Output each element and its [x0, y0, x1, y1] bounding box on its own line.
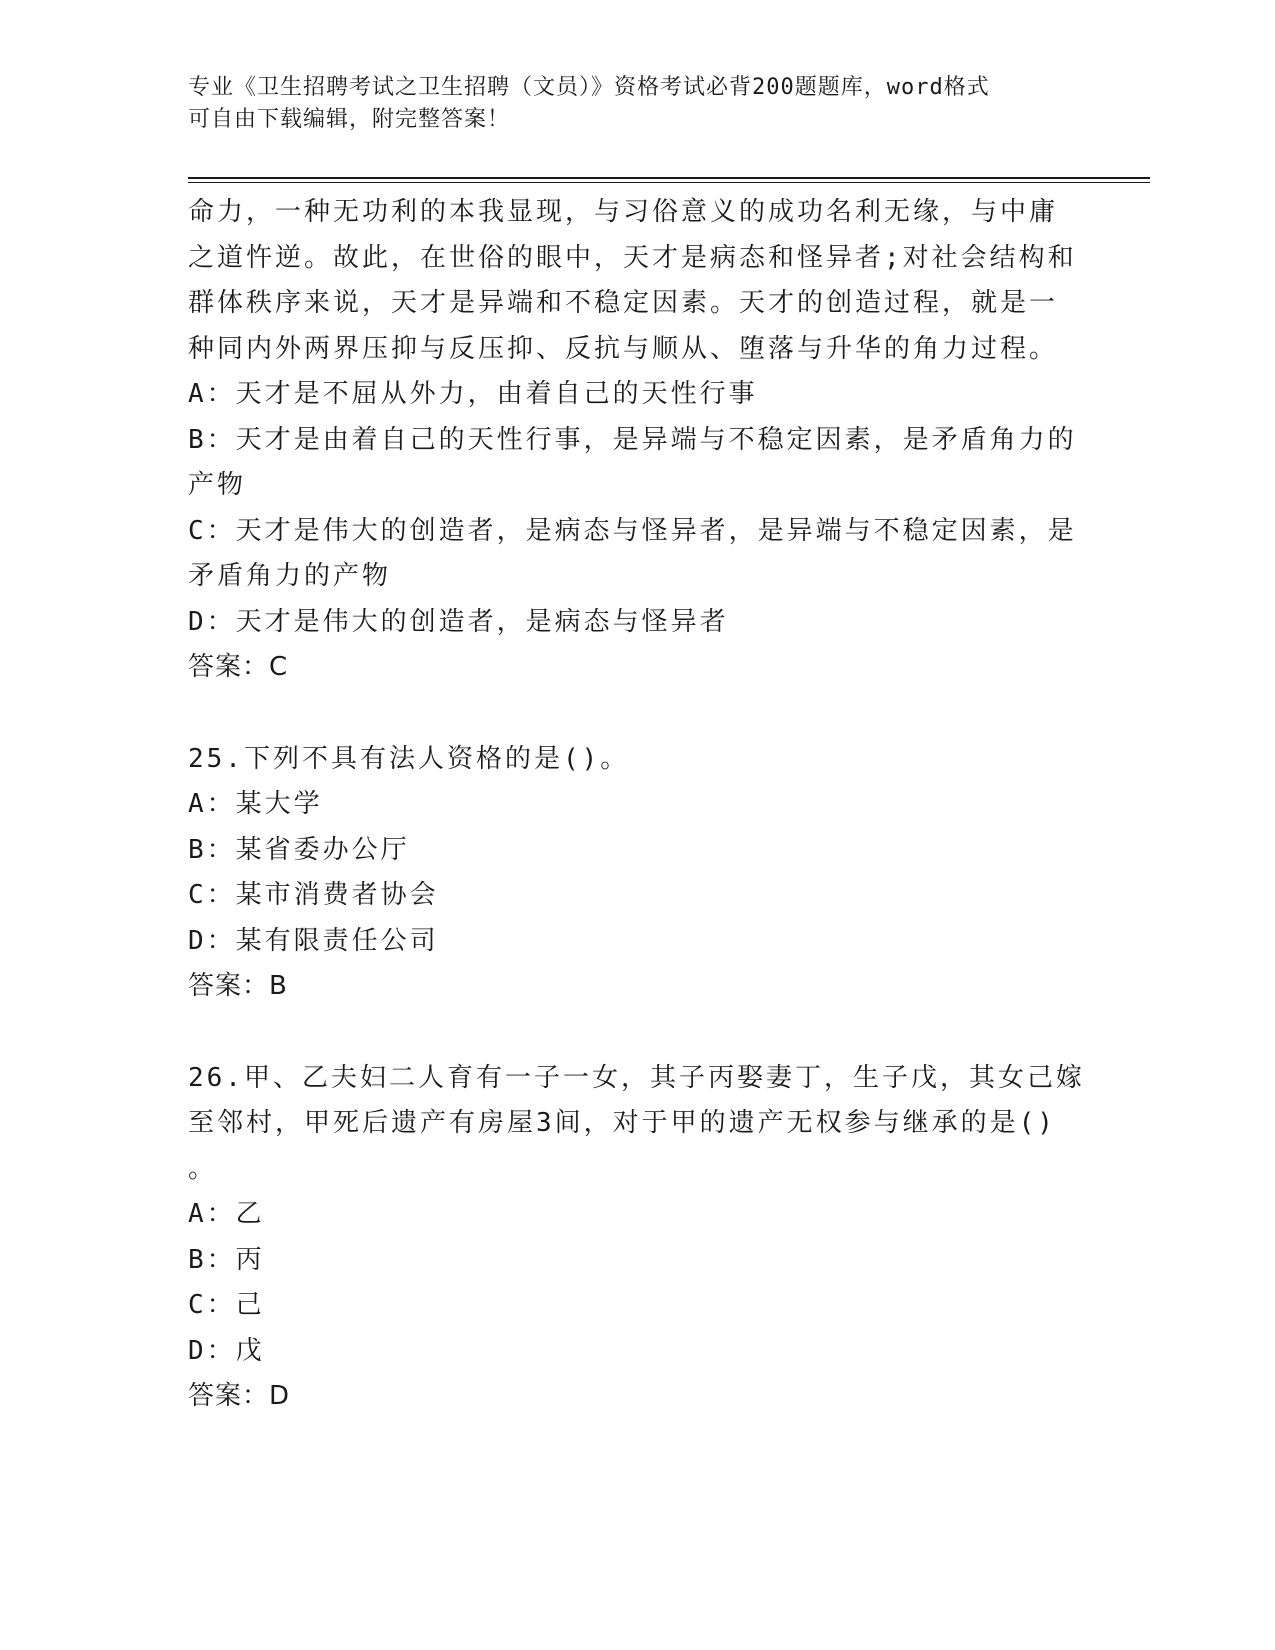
header-divider-thin [188, 182, 1150, 183]
stem-line: 。 [188, 1153, 218, 1184]
option-c: C：某市消费者协会 [188, 880, 439, 910]
spacer [188, 691, 1088, 737]
passage-line: 种同内外两界压抑与反压抑、反抗与顺从、堕落与升华的角力过程。 [188, 333, 1059, 364]
question-25-answer: 答案：B [188, 971, 288, 1001]
header-line-2: 可自由下载编辑，附完整答案！ [188, 107, 511, 132]
option-b: B：丙 [188, 1244, 265, 1275]
document-body [188, 190, 1088, 1420]
passage-line: 之道忤逆。故此，在世俗的眼中，天才是病态和怪异者;对社会结构和 [188, 242, 1077, 273]
passage-line: 群体秩序来说，天才是异端和不稳定因素。天才的创造过程，就是一 [188, 288, 1059, 318]
question-25-stem: 25.下列不具有法人资格的是()。 [188, 743, 630, 774]
option-a: A：天才是不屈从外力，由着自己的天性行事 [188, 379, 758, 409]
question-24-answer: 答案：C [188, 652, 289, 682]
option-a: A：乙 [188, 1199, 265, 1229]
question-26-options [188, 1192, 1088, 1374]
stem-line: 至邻村，甲死后遗产有房屋3间，对于甲的遗产无权参与继承的是() [188, 1108, 1056, 1138]
option-c: C：天才是伟大的创造者，是病态与怪异者，是异端与不稳定因素，是 [188, 515, 1077, 546]
passage-line: 命力，一种无功利的本我显现，与习俗意义的成功名利无缘，与中庸 [188, 197, 1059, 227]
question-26-stem [188, 1056, 1088, 1193]
header-divider-thick [188, 177, 1150, 179]
question-26-answer: 答案：D [188, 1381, 291, 1411]
stem-line: 26.甲、乙夫妇二人育有一子一女，其子丙娶妻丁，生子戊，其女己嫁 [188, 1062, 1085, 1093]
option-a: A：某大学 [188, 789, 323, 819]
question-24-passage [188, 190, 1088, 372]
spacer [188, 1010, 1088, 1056]
header-line-1: 专业《卫生招聘考试之卫生招聘（文员）》资格考试必背200题题库，word格式 [188, 75, 990, 100]
option-d: D：某有限责任公司 [188, 925, 439, 956]
option-c-continued: 矛盾角力的产物 [188, 561, 392, 591]
question-25-options [188, 782, 1088, 964]
option-b: B：天才是由着自己的天性行事，是异端与不稳定因素，是矛盾角力的 [188, 424, 1077, 455]
question-24-options [188, 372, 1088, 645]
document-header [188, 72, 1088, 136]
option-b: B：某省委办公厅 [188, 834, 410, 865]
option-d: D：天才是伟大的创造者，是病态与怪异者 [188, 606, 729, 637]
option-b-continued: 产物 [188, 470, 247, 500]
option-c: C：己 [188, 1290, 265, 1320]
option-d: D：戊 [188, 1335, 265, 1366]
